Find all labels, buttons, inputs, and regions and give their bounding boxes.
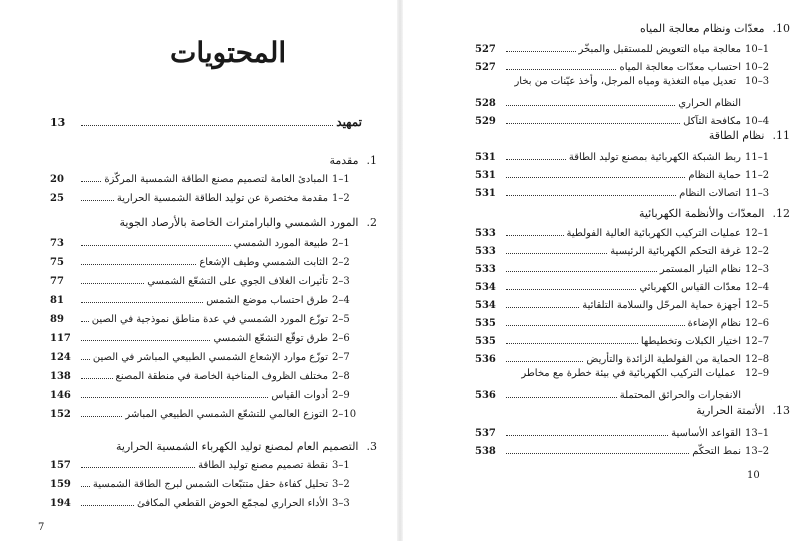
toc-page-number: 533 [475, 246, 496, 257]
dot-leader [506, 252, 607, 254]
toc-page-number: 20 [50, 174, 64, 185]
dot-leader [506, 288, 636, 290]
toc-entry-number: 2–7 [332, 352, 350, 363]
toc-entry-text: احتساب معدّات معالجة المياه [619, 62, 741, 73]
toc-page-number: 531 [475, 170, 496, 181]
toc-entry [50, 348, 362, 363]
dot-leader [506, 194, 676, 196]
toc-entry [475, 314, 775, 329]
toc-entry-text: نقطة تصميم مصنع توليد الطاقة [198, 460, 328, 471]
toc-page-number: 159 [50, 479, 71, 490]
toc-entry-text: التوزع العالمي للتشعّع الشمسي الطبيعي المباشر [125, 409, 328, 420]
dot-leader [81, 504, 134, 506]
section-number: .1 [366, 154, 377, 167]
toc-entry-number: 12–8 [745, 354, 770, 365]
toc-entry-number: 2–2 [332, 257, 350, 268]
dot-leader [81, 466, 195, 468]
dot-leader [506, 342, 638, 344]
toc-entry-text: الحماية من الفولطية الزائدة والتأريض [586, 354, 741, 365]
toc-entry [50, 386, 362, 401]
toc-entry-number: 3–1 [332, 460, 350, 471]
toc-entry [50, 405, 362, 420]
dot-leader [81, 124, 333, 126]
section-title: مقدمة [329, 154, 359, 167]
toc-page-number: 533 [475, 264, 496, 275]
dot-leader [506, 234, 564, 236]
toc-entry-number: 12–3 [745, 264, 770, 275]
dot-leader [506, 68, 616, 70]
dot-leader [506, 122, 680, 124]
toc-entry-text: أجهزة حماية المرحّل والسلامة التلقائية [582, 300, 741, 311]
toc-entry-text: عمليات التركيب الكهربائية العالية الفولطية [566, 228, 741, 239]
section-number: .13 [772, 404, 790, 417]
toc-page-number: 89 [50, 314, 64, 325]
toc-page-number: 124 [50, 352, 71, 363]
toc-entry-number: 2–6 [332, 333, 350, 344]
toc-entry-number: 2–3 [332, 276, 350, 287]
dot-leader [81, 396, 268, 398]
toc-entry-text: مختلف الظروف المناخية الخاصة في منطقة المصنع [115, 371, 328, 382]
toc-entry [475, 278, 775, 293]
toc-entry [50, 310, 362, 325]
toc-page-number: 535 [475, 336, 496, 347]
toc-entry-text: نظام التيار المستمر [659, 264, 741, 275]
toc-entry-text: توزّع موارد الإشعاع الشمسي الطبيعي المباشر في الصين [92, 352, 328, 363]
dot-leader [506, 324, 685, 326]
section-title: التصميم العام لمصنع توليد الكهرباء الشمسية الحرارية [116, 440, 359, 453]
toc-page-number: 535 [475, 318, 496, 329]
toc-entry [50, 272, 362, 287]
toc-entry-number: 11–2 [745, 170, 770, 181]
dot-leader [81, 199, 114, 201]
toc-entry-number: 13–1 [745, 428, 770, 439]
toc-page-number: 533 [475, 228, 496, 239]
toc-page-number: 534 [475, 282, 496, 293]
toc-entry [50, 367, 362, 382]
toc-entry-number: 1–1 [332, 174, 350, 185]
toc-entry [475, 296, 775, 311]
section-number: .3 [366, 440, 377, 453]
toc-entry [475, 58, 775, 73]
toc-entry-text: أدوات القياس [271, 390, 328, 401]
dot-leader [506, 158, 566, 160]
section-number: .2 [366, 216, 377, 229]
toc-page-number: 537 [475, 428, 496, 439]
dot-leader [81, 377, 113, 379]
toc-entry [475, 332, 775, 347]
toc-page-number: 73 [50, 238, 64, 249]
toc-page-number: 157 [50, 460, 71, 471]
toc-entry-number: 13–2 [745, 446, 770, 457]
dot-leader [506, 104, 675, 106]
toc-entry-text: تأثيرات الغلاف الجوي على التشعّع الشمسي [147, 276, 328, 287]
toc-page-number: 13 [50, 116, 66, 129]
toc-entry-text: اختيار الكبلات وتخطيطها [640, 336, 741, 347]
section-heading [709, 129, 790, 142]
toc-page-number: 536 [475, 390, 496, 401]
toc-entry-text: توزّع المورد الشمسي في عدة مناطق نموذجية في الصين [91, 314, 328, 325]
section-heading [696, 404, 790, 417]
contents-page-left [405, 0, 800, 541]
toc-entry-text: طرق توقّع التشعّع الشمسي [213, 333, 328, 344]
toc-page-number: 534 [475, 300, 496, 311]
toc-entry-text: القواعد الأساسية [671, 428, 741, 439]
toc-entry [475, 148, 775, 163]
toc-entry-text: معالجة مياه التعويض للمستقبل والمبخّر [578, 44, 741, 55]
toc-entry-text: حماية النظام [688, 170, 741, 181]
toc-entry-text: المبادئ العامة لتصميم مصنع الطاقة الشمسية المركّزة [104, 174, 328, 185]
toc-entry [50, 475, 362, 490]
toc-entry-text: نمط التحكّم [692, 446, 741, 457]
dot-leader [506, 176, 685, 178]
toc-entry-text: الثابت الشمسي وطيف الإشعاع [199, 257, 328, 268]
dot-leader [506, 452, 689, 454]
toc-entry-text: تحليل كفاءة حقل متتبّعات الشمس لبرج الطاقة الشمسية [92, 479, 328, 490]
toc-entry-number: 2–8 [332, 371, 350, 382]
toc-entry [50, 234, 362, 249]
toc-page-number: 531 [475, 152, 496, 163]
section-heading [640, 22, 790, 35]
toc-page-number: 152 [50, 409, 71, 420]
dot-leader [81, 263, 196, 265]
toc-entry [475, 94, 775, 109]
toc-entry-number: 3–2 [332, 479, 350, 490]
toc-entry-number: 12–4 [745, 282, 770, 293]
toc-entry-number: 10–1 [745, 44, 770, 55]
dot-leader [81, 415, 122, 417]
section-number: .10 [772, 22, 790, 35]
dot-leader [506, 270, 657, 272]
toc-entry [475, 386, 775, 401]
dot-leader [81, 180, 101, 182]
toc-page-number: 529 [475, 116, 496, 127]
section-title: الأتمتة الحرارية [696, 404, 765, 417]
toc-entry-text: طبيعة المورد الشمسي [233, 238, 328, 249]
page-title: المحتويات [170, 36, 287, 69]
toc-entry-text: غرفة التحكم الكهربائية الرئيسية [610, 246, 741, 257]
toc-entry [475, 242, 775, 257]
book-gutter [397, 0, 403, 541]
toc-page-number: 536 [475, 354, 496, 365]
page-number: 7 [38, 522, 45, 533]
toc-entry-number: 12–7 [745, 336, 770, 347]
toc-entry-number: 12–2 [745, 246, 770, 257]
toc-entry-text: طرق احتساب موضع الشمس [206, 295, 328, 306]
toc-entry-text: اتصالات النظام [679, 188, 741, 199]
toc-entry [50, 189, 362, 204]
toc-page-number: 81 [50, 295, 64, 306]
toc-entry [475, 424, 775, 439]
toc-entry-text: مقدمة مختصرة عن توليد الطاقة الشمسية الحرارية [116, 193, 328, 204]
toc-entry-number: 1–2 [332, 193, 350, 204]
toc-entry-number: 12–1 [745, 228, 770, 239]
toc-entry-text: معدّات القياس الكهربائي [639, 282, 741, 293]
toc-entry-number: 2–10 [332, 409, 357, 420]
toc-entry [475, 260, 775, 275]
toc-entry-number: 12–6 [745, 318, 770, 329]
toc-entry [475, 40, 775, 55]
toc-entry-number: 2–4 [332, 295, 350, 306]
toc-entry-text: نظام الإضاءة [687, 318, 741, 329]
toc-entry [50, 253, 362, 268]
toc-entry [475, 166, 775, 181]
toc-entry-text: مكافحة التآكل [683, 116, 741, 127]
section-title: المعدّات والأنظمة الكهربائية [638, 207, 765, 220]
toc-page-number: 117 [50, 333, 71, 344]
toc-entry [475, 442, 775, 457]
toc-page-number: 531 [475, 188, 496, 199]
toc-page-number: 146 [50, 390, 71, 401]
toc-entry-number: 11–3 [745, 188, 770, 199]
section-title: نظام الطاقة [708, 129, 765, 142]
section-heading [329, 154, 377, 167]
toc-entry-number: 2–9 [332, 390, 350, 401]
toc-entry [50, 494, 362, 509]
toc-page-number: 75 [50, 257, 64, 268]
dot-leader [81, 358, 90, 360]
toc-page-number: 538 [475, 446, 496, 457]
toc-entry [475, 224, 775, 239]
toc-page-number: 25 [50, 193, 64, 204]
toc-entry-text: النظام الحراري [678, 98, 741, 109]
toc-entry [50, 170, 362, 185]
toc-entry-text-line1: تعديل مياه التغذية ومياه المرجل، وأخذ عيّنات من بخار [514, 76, 736, 87]
toc-entry-number: 12–9 [745, 368, 770, 379]
section-title: معدّات ونظام معالجة المياه [639, 22, 765, 35]
dot-leader [81, 485, 90, 487]
toc-entry-number: 3–3 [332, 498, 350, 509]
contents-page-right [0, 0, 395, 541]
section-heading [116, 440, 377, 453]
toc-entry-text: الانفجارات والحرائق المحتملة [619, 390, 741, 401]
toc-page-number: 527 [475, 44, 496, 55]
toc-entry-text: تمهيد [336, 115, 362, 129]
toc-entry-number: 10–3 [745, 76, 770, 87]
dot-leader [506, 306, 579, 308]
dot-leader [506, 360, 583, 362]
toc-page-number: 528 [475, 98, 496, 109]
section-heading [639, 207, 790, 220]
section-title: المورد الشمسي والبارامترات الخاصة بالأرصاد الجوية [119, 216, 359, 229]
toc-entry-number: 11–1 [745, 152, 770, 163]
dot-leader [81, 339, 210, 341]
intro-entry [50, 114, 362, 129]
toc-entry-number: 12–5 [745, 300, 770, 311]
section-number: .11 [772, 129, 790, 142]
toc-page-number: 527 [475, 62, 496, 73]
toc-page-number: 77 [50, 276, 64, 287]
toc-entry [50, 456, 362, 471]
dot-leader [81, 301, 203, 303]
toc-entry-number: 10–2 [745, 62, 770, 73]
toc-entry [50, 291, 362, 306]
toc-entry-number: 10–4 [745, 116, 770, 127]
dot-leader [506, 50, 576, 52]
toc-page-number: 194 [50, 498, 71, 509]
dot-leader [81, 282, 144, 284]
toc-entry [475, 350, 775, 365]
section-number: .12 [772, 207, 790, 220]
dot-leader [506, 396, 617, 398]
dot-leader [81, 320, 89, 322]
section-heading [120, 216, 378, 229]
toc-entry [475, 184, 775, 199]
toc-entry-text-line1: عمليات التركيب الكهربائية في بيئة خطرة مع مخاطر [521, 368, 736, 379]
toc-entry-number: 2–1 [332, 238, 350, 249]
toc-entry [475, 112, 775, 127]
toc-entry-text: الأداء الحراري لمجمّع الحوض القطعي المكافئ [136, 498, 328, 509]
toc-entry [50, 329, 362, 344]
toc-entry-text: ربط الشبكة الكهربائية بمصنع توليد الطاقة [568, 152, 741, 163]
toc-entry-number: 2–5 [332, 314, 350, 325]
page-number: 10 [747, 470, 760, 481]
toc-page-number: 138 [50, 371, 71, 382]
dot-leader [81, 244, 231, 246]
dot-leader [506, 434, 668, 436]
